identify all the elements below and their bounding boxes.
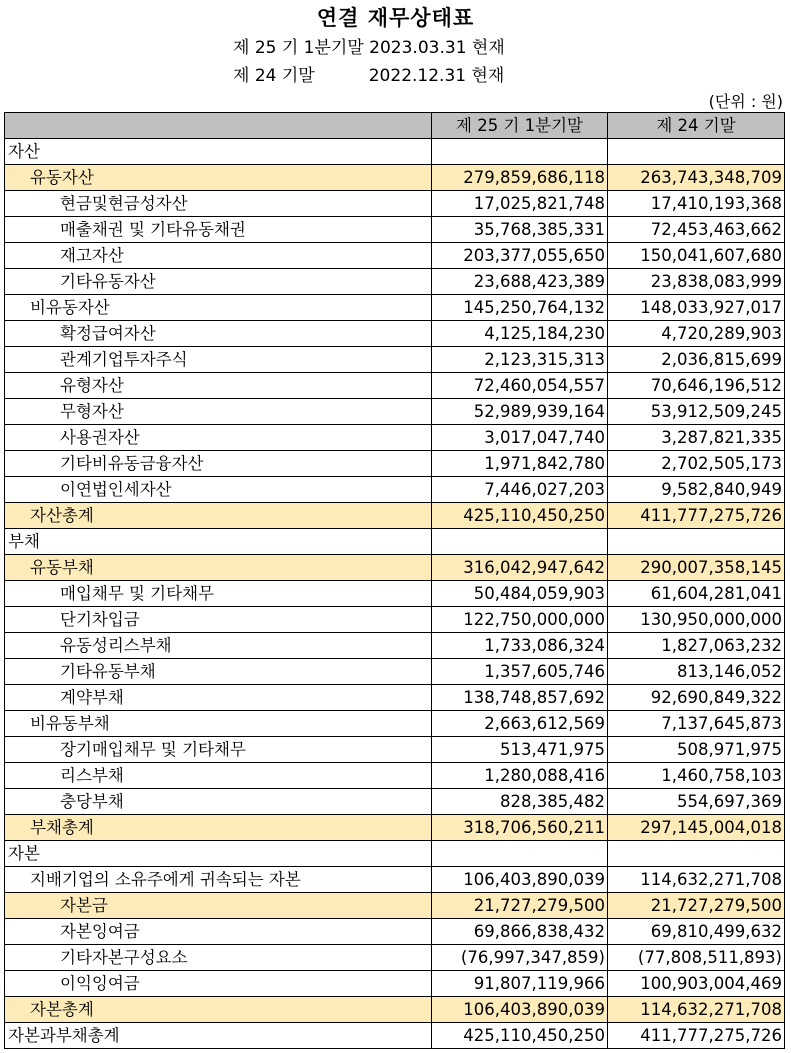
account-name-cell: 자본과부채총계	[5, 1023, 432, 1049]
table-row	[5, 919, 785, 945]
table-row	[5, 503, 785, 529]
prior-period-value: 508,971,975	[608, 737, 785, 763]
current-period-value: 106,403,890,039	[432, 867, 608, 893]
current-period-value: 203,377,055,650	[432, 243, 608, 269]
prior-period-line: 제 24 기말 2022.12.31 현재	[233, 66, 505, 86]
prior-period-value: 150,041,607,680	[608, 243, 785, 269]
account-name-cell: 이익잉여금	[5, 971, 432, 997]
account-name-cell: 자본	[5, 841, 432, 867]
account-name-cell: 리스부채	[5, 763, 432, 789]
account-name-cell: 기타비유동금융자산	[5, 451, 432, 477]
account-name-cell: 부채	[5, 529, 432, 555]
table-row	[5, 555, 785, 581]
prior-period-value: 411,777,275,726	[608, 503, 785, 529]
prior-period-value: 411,777,275,726	[608, 1023, 785, 1049]
current-period-value: 3,017,047,740	[432, 425, 608, 451]
current-period-value: 1,733,086,324	[432, 633, 608, 659]
table-row	[5, 633, 785, 659]
table-row	[5, 425, 785, 451]
account-name-cell: 관계기업투자주식	[5, 347, 432, 373]
account-name-cell: 계약부채	[5, 685, 432, 711]
current-period-value: 1,357,605,746	[432, 659, 608, 685]
prior-period-value: 813,146,052	[608, 659, 785, 685]
current-period-value: 122,750,000,000	[432, 607, 608, 633]
table-row	[5, 1023, 785, 1049]
prior-period-value: (77,808,511,893)	[608, 945, 785, 971]
current-period-value: 23,688,423,389	[432, 269, 608, 295]
table-row	[5, 607, 785, 633]
table-row	[5, 529, 785, 555]
prior-period-value: 9,582,840,949	[608, 477, 785, 503]
account-name-cell: 부채총계	[5, 815, 432, 841]
prior-period-value: 7,137,645,873	[608, 711, 785, 737]
prior-period-value: 1,827,063,232	[608, 633, 785, 659]
prior-period-value	[608, 529, 785, 555]
current-period-value: 138,748,857,692	[432, 685, 608, 711]
account-name-cell: 무형자산	[5, 399, 432, 425]
table-row	[5, 477, 785, 503]
account-name-cell: 기타자본구성요소	[5, 945, 432, 971]
prior-period-value: 100,903,004,469	[608, 971, 785, 997]
prior-period-value: 263,743,348,709	[608, 165, 785, 191]
account-name-cell: 비유동부채	[5, 711, 432, 737]
current-period-value: 72,460,054,557	[432, 373, 608, 399]
account-name-cell: 유동성리스부채	[5, 633, 432, 659]
current-period-value	[432, 139, 608, 165]
current-period-value: 50,484,059,903	[432, 581, 608, 607]
balance-sheet-table	[4, 112, 785, 1049]
table-row	[5, 763, 785, 789]
table-row	[5, 347, 785, 373]
account-name-cell: 유형자산	[5, 373, 432, 399]
table-row	[5, 373, 785, 399]
account-name-cell: 장기매입채무 및 기타채무	[5, 737, 432, 763]
prior-period-value: 61,604,281,041	[608, 581, 785, 607]
current-period-value: 425,110,450,250	[432, 1023, 608, 1049]
unit-label: (단위 : 원)	[708, 92, 783, 111]
current-period-value: 1,971,842,780	[432, 451, 608, 477]
table-row	[5, 893, 785, 919]
current-period-value: 279,859,686,118	[432, 165, 608, 191]
current-period-value: 4,125,184,230	[432, 321, 608, 347]
prior-period-value: 92,690,849,322	[608, 685, 785, 711]
account-name-cell: 유동부채	[5, 555, 432, 581]
table-row	[5, 269, 785, 295]
account-name-cell: 기타유동부채	[5, 659, 432, 685]
table-row	[5, 659, 785, 685]
account-name-cell: 사용권자산	[5, 425, 432, 451]
table-row	[5, 581, 785, 607]
prior-period-value: 114,632,271,708	[608, 867, 785, 893]
table-row	[5, 815, 785, 841]
statement-title: 연결 재무상태표	[316, 6, 475, 30]
prior-period-value: 2,036,815,699	[608, 347, 785, 373]
table-row	[5, 321, 785, 347]
prior-period-value: 554,697,369	[608, 789, 785, 815]
table-row	[5, 997, 785, 1023]
account-name-cell: 현금및현금성자산	[5, 191, 432, 217]
current-period-value: (76,997,347,859)	[432, 945, 608, 971]
current-period-value: 318,706,560,211	[432, 815, 608, 841]
current-period-value	[432, 529, 608, 555]
table-row	[5, 217, 785, 243]
account-name-cell: 자본총계	[5, 997, 432, 1023]
prior-period-value: 53,912,509,245	[608, 399, 785, 425]
account-name-cell: 비유동자산	[5, 295, 432, 321]
table-row	[5, 971, 785, 997]
prior-period-value: 17,410,193,368	[608, 191, 785, 217]
prior-period-value: 72,453,463,662	[608, 217, 785, 243]
current-period-value: 1,280,088,416	[432, 763, 608, 789]
table-row	[5, 295, 785, 321]
prior-period-value: 290,007,358,145	[608, 555, 785, 581]
prior-period-value	[608, 139, 785, 165]
prior-period-value: 2,702,505,173	[608, 451, 785, 477]
account-name-cell: 자본금	[5, 893, 432, 919]
current-period-value: 145,250,764,132	[432, 295, 608, 321]
prior-period-value: 4,720,289,903	[608, 321, 785, 347]
table-row	[5, 945, 785, 971]
table-row	[5, 191, 785, 217]
header-row	[5, 113, 785, 139]
account-name-cell: 자산	[5, 139, 432, 165]
prior-period-value: 3,287,821,335	[608, 425, 785, 451]
table-row	[5, 451, 785, 477]
account-name-cell: 자산총계	[5, 503, 432, 529]
account-name-cell: 이연법인세자산	[5, 477, 432, 503]
account-name-cell: 충당부채	[5, 789, 432, 815]
table-row	[5, 685, 785, 711]
prior-period-value: 70,646,196,512	[608, 373, 785, 399]
current-period-value: 35,768,385,331	[432, 217, 608, 243]
current-period-value: 91,807,119,966	[432, 971, 608, 997]
account-name-cell: 재고자산	[5, 243, 432, 269]
header-current-period: 제 25 기 1분기말	[432, 113, 608, 139]
current-period-value: 7,446,027,203	[432, 477, 608, 503]
table-row	[5, 399, 785, 425]
table-body	[5, 139, 785, 1049]
current-period-value: 21,727,279,500	[432, 893, 608, 919]
table-row	[5, 165, 785, 191]
account-name-cell: 지배기업의 소유주에게 귀속되는 자본	[5, 867, 432, 893]
current-period-value: 2,123,315,313	[432, 347, 608, 373]
prior-period-value: 23,838,083,999	[608, 269, 785, 295]
account-name-cell: 확정급여자산	[5, 321, 432, 347]
current-period-value: 52,989,939,164	[432, 399, 608, 425]
current-period-value: 316,042,947,642	[432, 555, 608, 581]
current-period-value: 513,471,975	[432, 737, 608, 763]
current-period-value: 106,403,890,039	[432, 997, 608, 1023]
table-row	[5, 711, 785, 737]
current-period-value	[432, 841, 608, 867]
prior-period-value: 114,632,271,708	[608, 997, 785, 1023]
prior-period-value: 148,033,927,017	[608, 295, 785, 321]
table-row	[5, 841, 785, 867]
prior-period-value	[608, 841, 785, 867]
current-period-value: 2,663,612,569	[432, 711, 608, 737]
current-period-value: 69,866,838,432	[432, 919, 608, 945]
header-account	[5, 113, 432, 139]
header-prior-period: 제 24 기말	[608, 113, 785, 139]
prior-period-value: 21,727,279,500	[608, 893, 785, 919]
table-row	[5, 139, 785, 165]
account-name-cell: 자본잉여금	[5, 919, 432, 945]
account-name-cell: 단기차입금	[5, 607, 432, 633]
account-name-cell: 유동자산	[5, 165, 432, 191]
table-row	[5, 867, 785, 893]
current-period-value: 828,385,482	[432, 789, 608, 815]
prior-period-value: 1,460,758,103	[608, 763, 785, 789]
account-name-cell: 매입채무 및 기타채무	[5, 581, 432, 607]
current-period-line: 제 25 기 1분기말 2023.03.31 현재	[233, 38, 505, 58]
prior-period-value: 130,950,000,000	[608, 607, 785, 633]
prior-period-value: 69,810,499,632	[608, 919, 785, 945]
current-period-value: 17,025,821,748	[432, 191, 608, 217]
current-period-value: 425,110,450,250	[432, 503, 608, 529]
table-row	[5, 737, 785, 763]
account-name-cell: 매출채권 및 기타유동채권	[5, 217, 432, 243]
account-name-cell: 기타유동자산	[5, 269, 432, 295]
prior-period-value: 297,145,004,018	[608, 815, 785, 841]
table-row	[5, 243, 785, 269]
table-row	[5, 789, 785, 815]
